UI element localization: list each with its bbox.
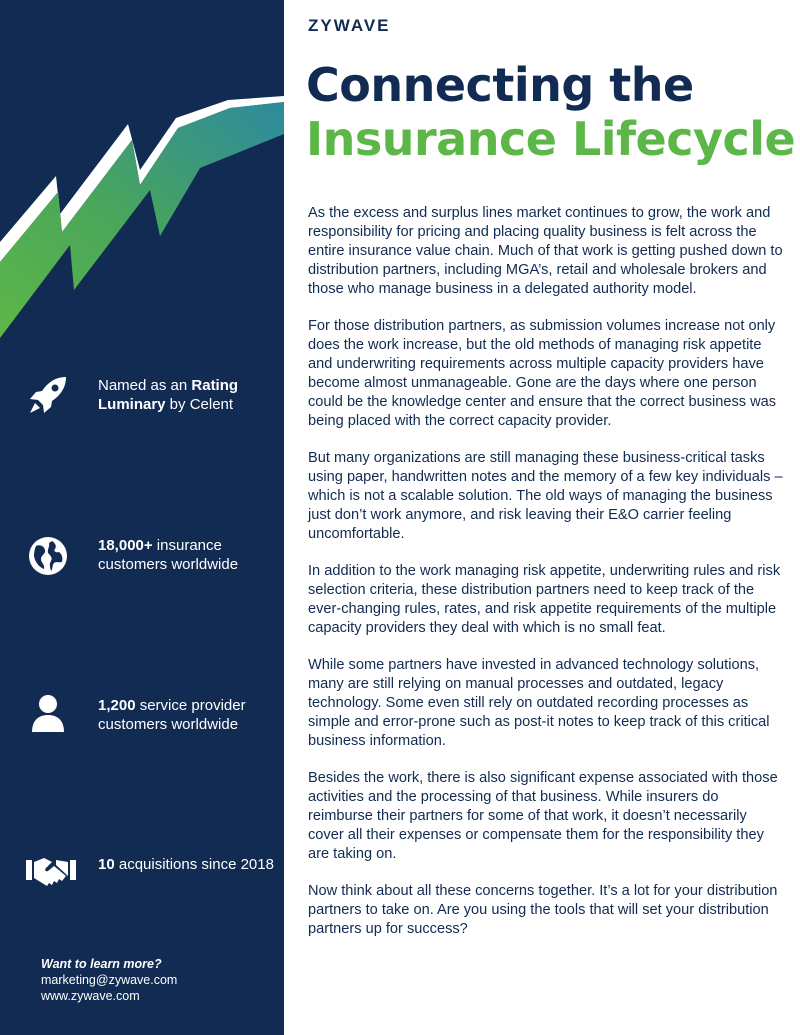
paragraph: While some partners have invested in advanced technology solutions, many are still relying on manual processes and outdated, legacy technology. Some even still rely on outdated recording processes as simple and error-prone such as post-it notes to keep track of this critical business information. <box>308 657 770 749</box>
article-body <box>308 204 786 957</box>
paragraph: As the excess and surplus lines market continues to grow, the work and responsibility for pricing and placing quality business is felt across the entire insurance value chain. Much of that work is getting pushed down to distribution partners, including MGA’s, retail and wholesale brokers and those who manage business in a delegated authority model. <box>308 205 783 297</box>
paragraph: Now think about all these concerns together. It’s a lot for your distribution partners to take on. Are you using the tools that will set your distribution partners up for success? <box>308 883 778 937</box>
title-line-2: Insurance Lifecycle <box>306 112 796 166</box>
handshake-icon <box>26 852 76 892</box>
rocket-icon <box>26 373 70 417</box>
contact-website[interactable]: www.zywave.com <box>41 989 140 1003</box>
paragraph: Besides the work, there is also significant expense associated with those activities and the processing of that business. While insurers do reimburse their partners for some of that work, it doesn’t necessarily cover all their expenses or compensate them for the responsibility they are taking on. <box>308 770 778 862</box>
stat-rating-luminary: Named as an Rating Luminary by Celent <box>98 377 239 413</box>
globe-icon <box>26 534 70 578</box>
contact-block <box>41 956 177 1004</box>
stat-acquisitions: 10 acquisitions since 2018 <box>98 856 274 873</box>
page-title <box>306 58 795 166</box>
paragraph: But many organizations are still managing these business-critical tasks using paper, handwritten notes and the memory of a few key individuals – which is not a scalable solution. The old ways of managing the business just don’t work anymore, and risk leaving their E&O carrier feeling uncomfortable. <box>308 450 783 542</box>
sidebar <box>0 0 284 1035</box>
paragraph: In addition to the work managing risk appetite, underwriting rules and risk selection criteria, these distribution partners need to keep track of the ever-changing rules, rates, and risk appetite requirements of the multiple capacity providers they deal with which is no small feat. <box>308 563 781 636</box>
paragraph: For those distribution partners, as submission volumes increase not only does the work increase, but the old methods of managing risk appetite and underwriting requirements across multiple capacity providers have become almost unmanageable. Gone are the days where one person could be the knowledge center and ensure that the correct business was being placed with the correct capacity provider. <box>308 318 777 429</box>
title-line-1: Connecting the <box>306 58 694 112</box>
contact-heading: Want to learn more? <box>41 957 162 971</box>
zywave-logo: ZYWAVE <box>308 16 391 35</box>
person-icon <box>26 692 70 736</box>
growth-graphic <box>0 0 284 345</box>
stat-insurance-customers: 18,000+ insurance customers worldwide <box>98 537 239 573</box>
stat-service-providers: 1,200 service provider customers worldwide <box>98 697 246 733</box>
contact-email[interactable]: marketing@zywave.com <box>41 973 178 987</box>
